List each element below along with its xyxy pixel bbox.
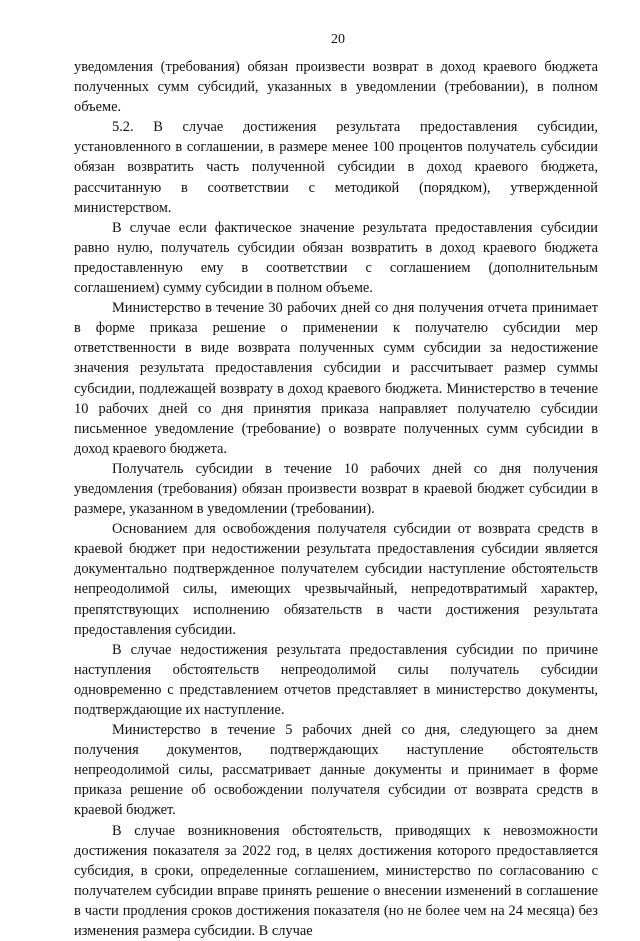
paragraph-6: Основанием для освобождения получателя субсидии от возврата средств в краевой бюджет при недостижении результата предоставления субсидии является документально подтвержденное получателем субсидии наступление обстоятельств непреодолимой силы, имеющих чрезвычайный, непредотвратимый характер, препятствующих исполнению обязательств в части достижения результата предоставления субсидии.	[74, 521, 598, 638]
paragraph-7: В случае недостижения результата предоставления субсидии по причине наступления обстоятельств непреодолимой силы получатель субсидии одновременно с представлением отчетов представляет в министерство документы, подтверждающие их наступление.	[74, 641, 598, 718]
paragraph-5: Получатель субсидии в течение 10 рабочих дней со дня получения уведомления (требования) обязан произвести возврат в краевой бюджет субсидии в размере, указанном в уведомлении (требовании).	[74, 460, 598, 518]
paragraph-1: уведомления (требования) обязан произвести возврат в доход краевого бюджета полученных сумм субсидий, указанных в уведомлении (требовании), в полном объеме.	[74, 59, 598, 116]
document-body	[74, 57, 598, 941]
paragraph-8: Министерство в течение 5 рабочих дней со дня, следующего за днем получения документов, подтверждающих наступление обстоятельств непреодолимой силы, рассматривает данные документы и принимает в форме приказа решение об освобождении получателя субсидии от возврата средств в краевой бюджет.	[74, 722, 598, 819]
paragraph-9: В случае возникновения обстоятельств, приводящих к невозможности достижения показателя за 2022 год, в целях достижения которого предоставляется субсидия, в сроки, определенные соглашением, министерство по согласованию с получателем субсидии вправе принять решение о внесении изменений в соглашение в части продления сроков достижения показателя (но не более чем на 24 месяца) без изменения размера субсидии. В случае	[74, 822, 598, 940]
paragraph-3: В случае если фактическое значение результата предоставления субсидии равно нулю, получатель субсидии обязан возвратить в доход краевого бюджета предоставленную ему в соответствии с соглашением (дополнительным соглашением) сумму субсидии в полном объеме.	[74, 219, 598, 297]
paragraph-2: 5.2. В случае достижения результата предоставления субсидии, установленного в соглашении, в размере менее 100 процентов получатель субсидии обязан возвратить часть полученной субсидии в доход краевого бюджета, рассчитанную в соответствии с методикой (порядком), утвержденной министерством.	[74, 119, 598, 216]
page-number: 20	[331, 32, 345, 47]
paragraph-4: Министерство в течение 30 рабочих дней со дня получения отчета принимает в форме приказа решение о применении к получателю субсидии мер ответственности в виде возврата полученных сумм субсидии за недостижение значения результата предоставления субсидии и рассчитывает размер суммы субсидии, подлежащей возврату в доход краевого бюджета. Министерство в течение 10 рабочих дней со дня принятия приказа направляет получателю субсидии письменное уведомление (требование) о возврате полученных сумм субсидии в доход краевого бюджета.	[74, 300, 598, 457]
